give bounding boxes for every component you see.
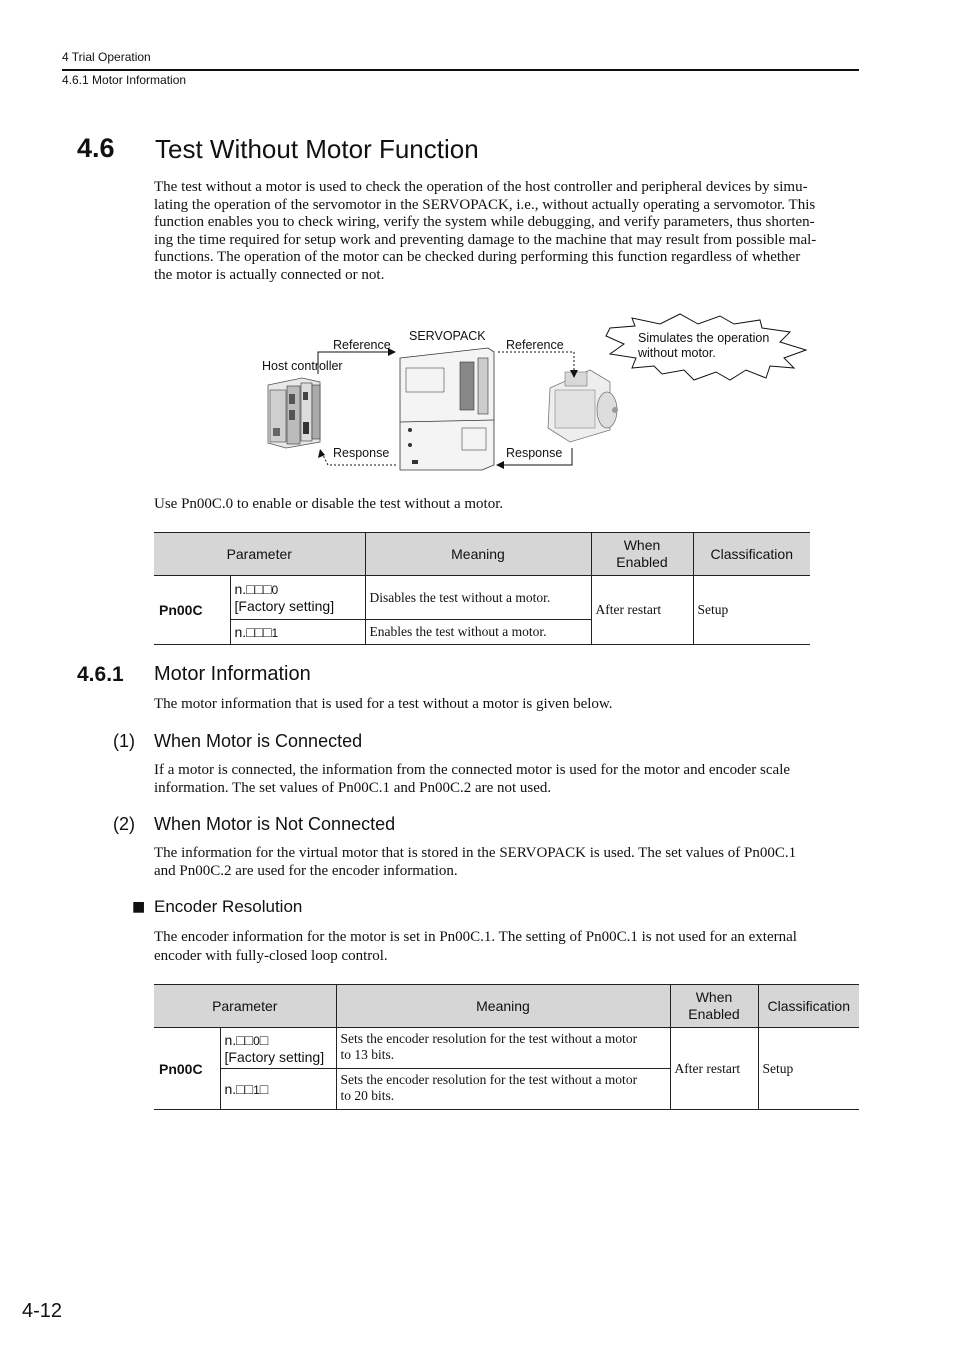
encoder-line: encoder with fully-closed loop control. <box>154 948 388 964</box>
intro-line: ing the time required for setup work and preventing damage to the machine that may result from possible mal- <box>154 231 817 248</box>
table-header-row <box>154 985 859 1028</box>
encoder-line: The encoder information for the motor is set in Pn00C.1. The setting of Pn00C.1 is not used for an external <box>154 929 797 945</box>
setting-digit: 1 <box>253 1082 260 1097</box>
table-test-enable <box>154 532 810 645</box>
col-header-meaning: Meaning <box>365 533 591 576</box>
section-title: Test Without Motor Function <box>155 134 479 164</box>
col-header-parameter: Parameter <box>154 985 336 1028</box>
setting-digit: 0 <box>253 1033 260 1048</box>
encoder-title: Encoder Resolution <box>154 897 303 916</box>
sub2-line: and Pn00C.2 are used for the encoder information. <box>154 862 458 879</box>
factory-setting-label: [Factory setting] <box>224 1048 325 1065</box>
callout-line: Simulates the operation <box>638 331 770 345</box>
table-row <box>154 1028 859 1069</box>
col-header-meaning: Meaning <box>336 985 670 1028</box>
subsection-number: 4.6.1 <box>77 663 124 686</box>
header-enabled-line: Enabled <box>616 554 668 570</box>
meaning-cell: Disables the test without a motor. <box>365 576 591 620</box>
param-cell: Pn00C <box>154 576 230 645</box>
setting-prefix: n.□□ <box>224 1031 254 1048</box>
intro-line: The test without a motor is used to check the operation of the host controller and peripheral devices by simu- <box>154 179 808 195</box>
setting-digit: 0 <box>271 583 279 597</box>
setting-prefix: n.□□□ <box>234 623 272 640</box>
reference-left-label: Reference <box>333 338 391 352</box>
meaning-line: Sets the encoder resolution for the test without a motor <box>340 1072 638 1087</box>
meaning-line: Sets the encoder resolution for the test without a motor <box>340 1031 638 1046</box>
response-left-label: Response <box>333 446 390 460</box>
sub2-title: When Motor is Not Connected <box>154 814 396 834</box>
col-header-when-enabled <box>591 533 693 576</box>
intro-line: functions. The operation of the motor can be checked during performing this function regardless of whether <box>154 249 801 266</box>
col-header-classification: Classification <box>758 985 859 1028</box>
motor-info-intro: The motor information that is used for a test without a motor is given below. <box>154 696 613 712</box>
section-number: 4.6 <box>77 133 115 163</box>
classification-cell: Setup <box>758 1028 859 1110</box>
meaning-cell: Enables the test without a motor. <box>365 620 591 645</box>
header-chapter: 4 Trial Operation <box>62 50 151 64</box>
callout-text <box>638 331 769 361</box>
when-enabled-cell: After restart <box>670 1028 758 1110</box>
col-header-classification: Classification <box>693 533 810 576</box>
header-when-line: When <box>695 989 733 1005</box>
sub1-paragraph <box>154 762 854 797</box>
host-controller-image <box>268 378 320 448</box>
when-enabled-cell: After restart <box>591 576 693 645</box>
col-header-parameter: Parameter <box>154 533 365 576</box>
intro-line: the motor is actually connected or not. <box>154 266 385 283</box>
setting-value <box>235 581 361 598</box>
intro-line: lating the operation of the servomotor in the SERVOPACK, i.e., without actually operating a servomotor. This <box>154 196 816 213</box>
meaning-cell <box>336 1069 670 1110</box>
col-header-when-enabled <box>670 985 758 1028</box>
meaning-line: to 13 bits. <box>340 1047 395 1062</box>
intro-line: function enables you to check wiring, verify the system while debugging, and verify parameters, thus shorten- <box>154 214 815 231</box>
setting-cell <box>220 1028 336 1069</box>
table-encoder-resolution <box>154 984 859 1110</box>
meaning-line: to 20 bits. <box>340 1088 395 1103</box>
square-bullet-icon: ■ <box>132 899 146 915</box>
table-header-row <box>154 533 810 576</box>
factory-setting-label: [Factory setting] <box>234 598 335 614</box>
response-right-label: Response <box>506 446 563 460</box>
host-controller-label: Host controller <box>262 359 343 373</box>
param-cell: Pn00C <box>154 1028 220 1110</box>
setting-suffix: □ <box>259 1080 269 1097</box>
setting-value <box>225 1032 332 1049</box>
subsection-title: Motor Information <box>154 663 311 685</box>
encoder-paragraph <box>154 928 859 966</box>
header-when-line: When <box>623 537 661 553</box>
sub1-line: If a motor is connected, the information from the connected motor is used for the motor and encoder scale <box>154 762 791 778</box>
page-number: 4-12 <box>22 1300 63 1322</box>
meaning-cell <box>336 1028 670 1069</box>
setting-digit: 1 <box>271 625 279 640</box>
header-rule <box>62 69 859 71</box>
setting-prefix: n.□□ <box>224 1080 254 1097</box>
reference-right-label: Reference <box>506 338 564 352</box>
setting-suffix: □ <box>259 1031 269 1048</box>
sub2-line: The information for the virtual motor that is stored in the SERVOPACK is used. The set values of Pn00C.1 <box>154 845 797 861</box>
setting-cell <box>230 576 365 620</box>
sub1-line: information. The set values of Pn00C.1 and Pn00C.2 are not used. <box>154 779 552 796</box>
table-row <box>154 576 810 620</box>
use-pn00c-text: Use Pn00C.0 to enable or disable the test without a motor. <box>154 496 504 512</box>
setting-cell <box>220 1069 336 1110</box>
callout-line: without motor. <box>638 346 716 360</box>
sub1-title: When Motor is Connected <box>154 731 363 751</box>
classification-cell: Setup <box>693 576 810 645</box>
servomotor-image <box>548 370 618 442</box>
header-enabled-line: Enabled <box>688 1006 740 1022</box>
sub2-paragraph <box>154 845 854 880</box>
sub2-label: (2) <box>113 814 135 834</box>
servopack-label: SERVOPACK <box>409 329 486 343</box>
servopack-image <box>400 348 494 470</box>
setting-cell <box>230 620 365 645</box>
sub1-label: (1) <box>113 731 135 751</box>
intro-paragraph <box>154 179 864 285</box>
header-section: 4.6.1 Motor Information <box>62 73 187 87</box>
setting-prefix: n.□□□ <box>234 581 272 597</box>
